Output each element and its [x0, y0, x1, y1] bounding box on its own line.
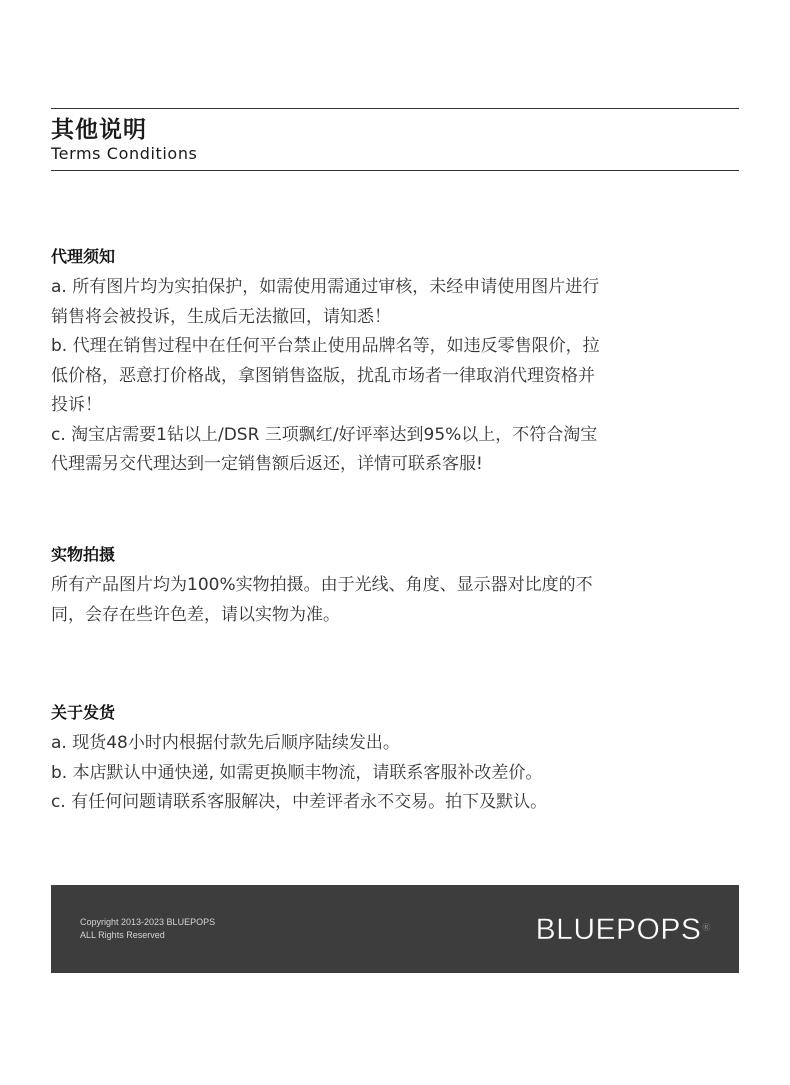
- section-body: [51, 729, 701, 818]
- section-line: a. 现货48小时内根据付款先后顺序陆续发出。: [51, 733, 400, 753]
- section-line: 投诉！: [51, 395, 102, 415]
- registered-mark-icon: ®: [702, 922, 711, 934]
- section-heading: 关于发货: [51, 703, 116, 722]
- section-line: b. 代理在销售过程中在任何平台禁止使用品牌名等，如违反零售限价，拉: [51, 336, 600, 356]
- section-line: 代理需另交代理达到一定销售额后返还，详情可联系客服!: [51, 454, 483, 474]
- page-title: 其他说明: [51, 117, 147, 143]
- section-heading: 代理须知: [51, 247, 116, 266]
- section-line: 低价格，恶意打价格战，拿图销售盗版，扰乱市场者一律取消代理资格并: [51, 365, 595, 386]
- rights-line: ALL Rights Reserved: [80, 930, 165, 940]
- section-line: c. 有任何问题请联系客服解决，中差评者永不交易。拍下及默认。: [51, 792, 548, 812]
- page-subtitle: Terms Conditions: [51, 144, 198, 163]
- section-shipping: [51, 703, 701, 818]
- brand-logo: [536, 913, 711, 947]
- section-body: [51, 273, 701, 480]
- section-line: 所有产品图片均为100%实物拍摄。由于光线、角度、显示器对比度的不: [51, 575, 593, 595]
- section-real-photos: [51, 545, 701, 630]
- header-top-divider: [51, 108, 739, 109]
- section-heading: 实物拍摄: [51, 545, 116, 564]
- section-line: a. 所有图片均为实拍保护，如需使用需通过审核，未经申请使用图片进行: [51, 277, 600, 297]
- header-bottom-divider: [51, 170, 739, 171]
- section-line: b. 本店默认中通快递, 如需更换顺丰物流，请联系客服补改差价。: [51, 762, 543, 783]
- section-agent-notice: [51, 247, 701, 480]
- section-body: [51, 571, 701, 630]
- copyright-line: Copyright 2013-2023 BLUEPOPS: [80, 917, 216, 927]
- section-line: c. 淘宝店需要1钻以上/DSR 三项飘红/好评率达到95%以上，不符合淘宝: [51, 424, 598, 445]
- section-line: 同，会存在些许色差，请以实物为准。: [51, 604, 340, 625]
- footer-banner: [51, 885, 739, 973]
- brand-logo-text: BLUEPOPS: [535, 913, 702, 946]
- section-line: 销售将会被投诉，生成后无法撤回，请知悉！: [51, 306, 391, 327]
- copyright-text: [80, 916, 215, 942]
